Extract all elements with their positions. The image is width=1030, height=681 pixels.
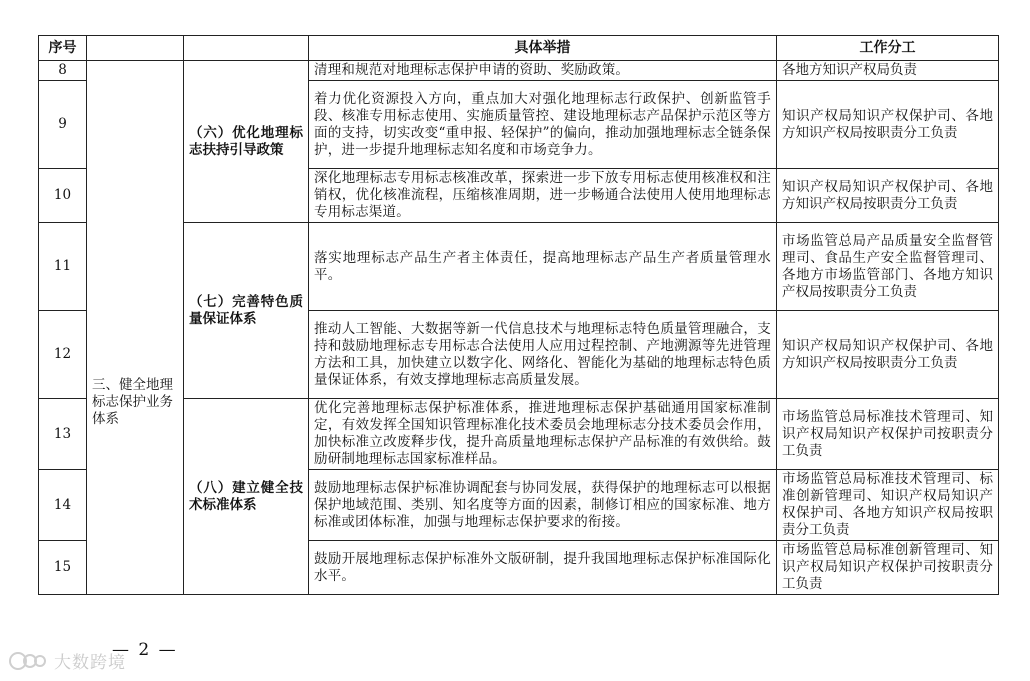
measure-text: 清理和规范对地理标志保护申请的资助、奖励政策。: [309, 61, 777, 81]
watermark: [8, 648, 126, 673]
table-row: [39, 61, 999, 81]
watermark-text: 大数跨境: [54, 653, 126, 673]
measure-text: 深化地理标志专用标志核准改革，探索进一步下放专用标志使用核准权和注销权，优化核准流程，压缩核准周期，进一步畅通合法使用人使用地理标志专用标志渠道。: [309, 169, 777, 223]
division-text: 各地方知识产权局负责: [777, 61, 999, 81]
measure-text: 鼓励地理标志保护标准协调配套与协同发展，获得保护的地理标志可以根据保护地域范围、类别、知名度等方面的因素，制修订相应的国家标准、地方标准或团体标准，加强与地理标志保护要求的衔接。: [309, 470, 777, 541]
group-label-8: （八）建立健全技术标准体系: [184, 399, 309, 595]
division-text: 市场监管总局标准技术管理司、标准创新管理司、知识产权局知识产权保护司、各地方知识产权局按职责分工负责: [777, 470, 999, 541]
measure-text: 落实地理标志产品生产者主体责任，提高地理标志产品生产者质量管理水平。: [309, 223, 777, 311]
measure-text: 鼓励开展地理标志保护标准外文版研制，提升我国地理标志保护标准国际化水平。: [309, 541, 777, 595]
division-text: 知识产权局知识产权保护司、各地方知识产权局按职责分工负责: [777, 81, 999, 169]
division-text: 知识产权局知识产权保护司、各地方知识产权局按职责分工负责: [777, 169, 999, 223]
row-number: 11: [39, 223, 87, 311]
division-text: 知识产权局知识产权保护司、各地方知识产权局按职责分工负责: [777, 311, 999, 399]
header-measures: 具体举措: [309, 36, 777, 61]
row-number: 9: [39, 81, 87, 169]
row-number: 15: [39, 541, 87, 595]
header-no: 序号: [39, 36, 87, 61]
measure-text: 着力优化资源投入方向，重点加大对强化地理标志行政保护、创新监管手段、核准专用标志使用、实施质量管控、建设地理标志产品保护示范区等方面的支持，切实改变“重申报、轻保护”的偏向，推动加强地理标志全链条保护，进一步提升地理标志知名度和市场竞争力。: [309, 81, 777, 169]
section-text: 三、健全地理标志保护业务体系: [92, 376, 173, 427]
group-label-7: （七）完善特色质量保证体系: [184, 223, 309, 399]
header-division: 工作分工: [777, 36, 999, 61]
row-number: 14: [39, 470, 87, 541]
group-label-6: （六）优化地理标志扶持引导政策: [184, 61, 309, 223]
measure-text: 推动人工智能、大数据等新一代信息技术与地理标志特色质量管理融合，支持和鼓励地理标志专用标志合法使用人应用过程控制、产地溯源等先进管理方法和工具，加快建立以数字化、网络化、智能化为基础的地理标志特色质量保证体系，有效支撑地理标志高质量发展。: [309, 311, 777, 399]
division-text: 市场监管总局产品质量安全监督管理司、食品生产安全监督管理司、各地方市场监管部门、各地方知识产权局按职责分工负责: [777, 223, 999, 311]
division-text: 市场监管总局标准技术管理司、知识产权局知识产权保护司按职责分工负责: [777, 399, 999, 470]
header-row: [39, 36, 999, 61]
row-number: 10: [39, 169, 87, 223]
row-number: 13: [39, 399, 87, 470]
page-number: — 2 —: [112, 640, 178, 660]
watermark-logo-icon: [8, 650, 48, 672]
measures-table: [38, 35, 999, 595]
row-number: 8: [39, 61, 87, 81]
row-number: 12: [39, 311, 87, 399]
section-label: [87, 61, 184, 595]
measure-text: 优化完善地理标志保护标准体系，推进地理标志保护基础通用国家标准制定，有效发挥全国知识管理标准化技术委员会地理标志分技术委员会作用，加快标准立改废释步伐，提升高质量地理标志保护产品标准的有效供给。鼓励研制地理标志国家标准样品。: [309, 399, 777, 470]
division-text: 市场监管总局标准创新管理司、知识产权局知识产权保护司按职责分工负责: [777, 541, 999, 595]
header-blank-2: [184, 36, 309, 61]
header-blank-1: [87, 36, 184, 61]
